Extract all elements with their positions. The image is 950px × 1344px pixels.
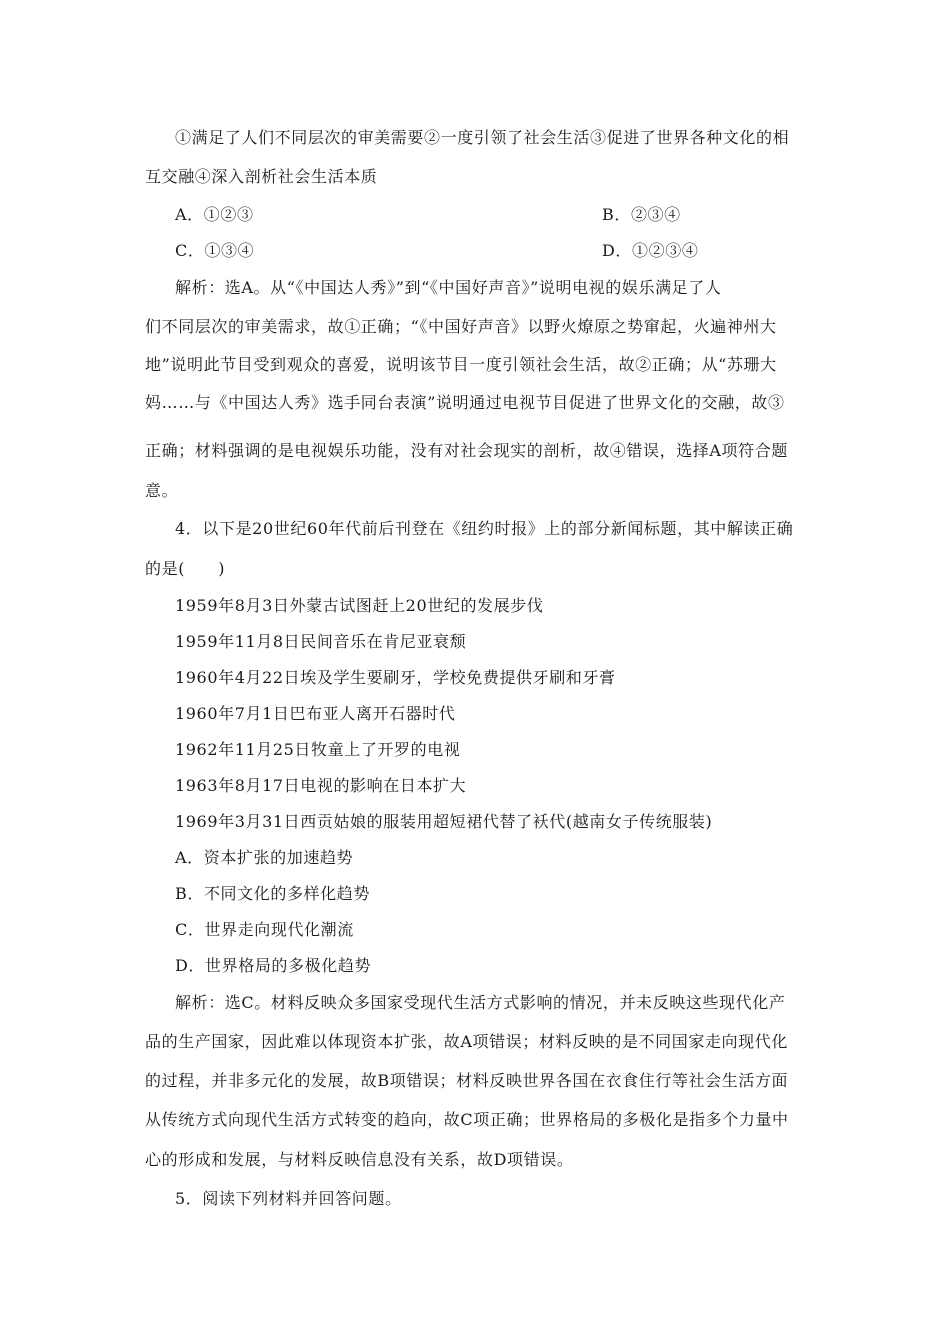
q4-option-d: D．世界格局的多极化趋势	[175, 956, 372, 975]
q3-analysis-line: 正确；材料强调的是电视娱乐功能，没有对社会现实的剖析，故④错误，选择A项符合题	[145, 441, 788, 460]
q4-analysis-line: 从传统方式向现代生活方式转变的趋向，故C项正确；世界格局的多极化是指多个力量中	[145, 1110, 789, 1129]
q3-stem-line-2: 互交融④深入剖析社会生活本质	[145, 167, 378, 186]
q3-analysis-line: 意。	[145, 481, 179, 500]
q4-stem-line-2: 的是( )	[145, 559, 226, 578]
q3-option-a: A．①②③	[175, 205, 254, 224]
q4-option-a: A．资本扩张的加速趋势	[175, 848, 354, 867]
q4-headline: 1969年3月31日西贡姑娘的服装用超短裙代替了袄代(越南女子传统服装)	[175, 812, 713, 831]
q3-analysis-line: 们不同层次的审美需求，故①正确；“《中国好声音》以野火燎原之势窜起，火遍神州大	[145, 317, 777, 336]
q5-stem: 5．阅读下列材料并回答问题。	[175, 1189, 402, 1208]
q4-analysis-line: 解析：选C。材料反映众多国家受现代生活方式影响的情况，并未反映这些现代化产	[175, 993, 786, 1012]
q3-options-row-1	[175, 204, 681, 226]
q3-option-c: C．①③④	[175, 241, 255, 260]
q3-options-row-2	[175, 240, 699, 262]
q3-option-d: D．①②③④	[602, 241, 699, 260]
q4-headline: 1959年8月3日外蒙古试图赶上20世纪的发展步伐	[175, 596, 544, 615]
q3-option-b: B．②③④	[602, 205, 681, 224]
q3-analysis-line: 地”说明此节目受到观众的喜爱，说明该节目一度引领社会生活，故②正确；从“苏珊大	[145, 355, 777, 374]
q4-headline: 1962年11月25日牧童上了开罗的电视	[175, 740, 461, 759]
q3-analysis-line: 解析：选A。从“《中国达人秀》”到“《中国好声音》”说明电视的娱乐满足了人	[175, 278, 722, 297]
q4-option-c: C．世界走向现代化潮流	[175, 920, 354, 939]
q3-analysis-line: 妈……与《中国达人秀》选手同台表演”说明通过电视节目促进了世界文化的交融，故③	[145, 393, 785, 412]
q4-headline: 1963年8月17日电视的影响在日本扩大	[175, 776, 467, 795]
q3-stem-line-1: ①满足了人们不同层次的审美需要②一度引领了社会生活③促进了世界各种文化的相	[175, 128, 790, 147]
q4-option-b: B．不同文化的多样化趋势	[175, 884, 370, 903]
q4-analysis-line: 的过程，并非多元化的发展，故B项错误；材料反映世界各国在衣食住行等社会生活方面	[145, 1071, 789, 1090]
q4-analysis-line: 品的生产国家，因此难以体现资本扩张，故A项错误；材料反映的是不同国家走向现代化	[145, 1032, 788, 1051]
q4-headline: 1960年4月22日埃及学生要刷牙，学校免费提供牙刷和牙膏	[175, 668, 616, 687]
q4-headline: 1959年11月8日民间音乐在肯尼亚衰颓	[175, 632, 467, 651]
q4-headline: 1960年7月1日巴布亚人离开石器时代	[175, 704, 456, 723]
q4-stem-line-1: 4．以下是20世纪60年代前后刊登在《纽约时报》上的部分新闻标题，其中解读正确	[175, 519, 794, 538]
q4-analysis-line: 心的形成和发展，与材料反映信息没有关系，故D项错误。	[145, 1150, 574, 1169]
